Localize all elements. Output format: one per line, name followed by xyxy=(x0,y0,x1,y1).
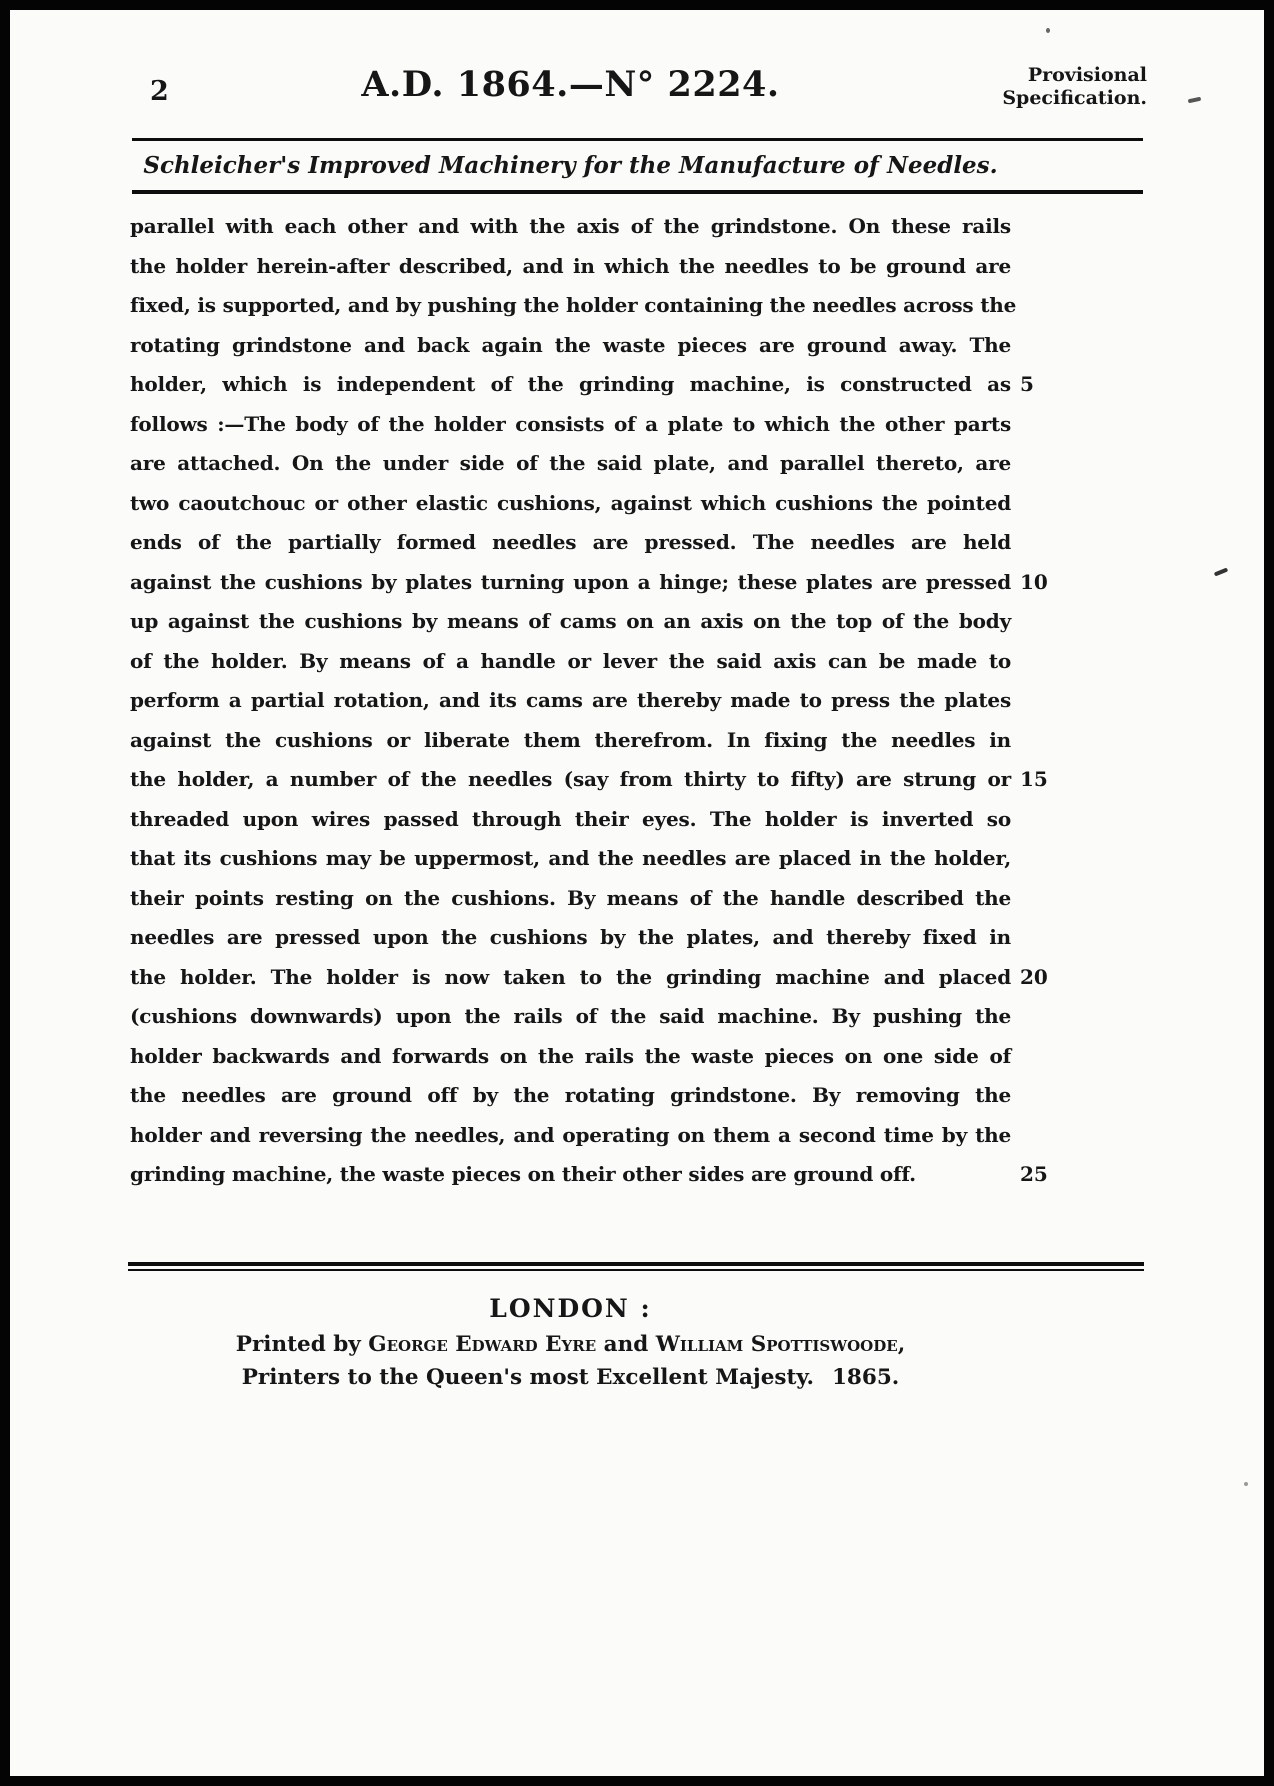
body-line: perform a partial rotation, and its cams are thereby made to press the plates xyxy=(130,688,1011,712)
body-line: holder backwards and forwards on the rails the waste pieces on one side of xyxy=(130,1043,1011,1068)
line-number-10: 10 xyxy=(1020,569,1048,594)
body-line: against the cushions or liberate them therefrom. In fixing the needles in xyxy=(130,727,1011,752)
body-line: threaded upon wires passed through their eyes. The holder is inverted so xyxy=(130,806,1011,831)
line-number-5: 5 xyxy=(1020,372,1034,396)
body-line: rotating grindstone and back again the waste pieces are ground away. The xyxy=(130,332,1011,357)
line-number-15: 15 xyxy=(1020,767,1048,791)
specification-type-line1: Provisional xyxy=(1027,64,1147,86)
body-line: holder, which is independent of the grinding machine, is constructed as xyxy=(130,372,1011,396)
specification-body xyxy=(130,207,1017,1195)
horizontal-rule-below-title xyxy=(132,190,1143,194)
body-line: the holder, a number of the needles (say from thirty to fifty) are strung or xyxy=(130,767,1011,791)
invention-title: Schleicher's Improved Machinery for the Manufacture of Needles. xyxy=(143,152,998,179)
imprint-year: 1865. xyxy=(831,1365,900,1390)
patent-header-title: A.D. 1864.—N° 2224. xyxy=(361,64,780,105)
footer-double-rule xyxy=(128,1262,1144,1271)
scan-speck xyxy=(1188,97,1202,104)
line-number-20: 20 xyxy=(1020,964,1048,989)
body-line: parallel with each other and with the axis of the grindstone. On these rails xyxy=(130,214,1011,238)
imprint-printers-text: Printers to the Queen's most Excellent Majesty. xyxy=(241,1365,814,1390)
body-line: grinding machine, the waste pieces on their other sides are ground off. xyxy=(130,1162,916,1186)
imprint-city: LONDON : xyxy=(489,1294,652,1323)
body-line: holder and reversing the needles, and operating on them a second time by the xyxy=(130,1122,1011,1147)
imprint-suffix: , xyxy=(897,1332,906,1357)
horizontal-rule-above-title xyxy=(132,138,1143,141)
body-line: of the holder. By means of a handle or lever the said axis can be made to xyxy=(130,648,1011,673)
page-number: 2 xyxy=(150,76,169,107)
specification-type-line2: Specification. xyxy=(1002,87,1147,109)
body-line: that its cushions may be uppermost, and the needles are placed in the holder, xyxy=(130,846,1011,870)
scan-speck xyxy=(1046,28,1050,33)
scan-speck xyxy=(1214,568,1228,577)
body-line: the holder. The holder is now taken to the grinding machine and placed xyxy=(130,964,1011,989)
scan-speck xyxy=(1244,1482,1248,1486)
body-line: ends of the partially formed needles are pressed. The needles are held xyxy=(130,530,1011,554)
body-line: fixed, is supported, and by pushing the holder containing the needles across the xyxy=(130,293,1017,317)
imprint-printers-line xyxy=(130,1365,1011,1390)
imprint-conjunction: and xyxy=(596,1332,656,1357)
imprint-prefix: Printed by xyxy=(235,1332,369,1357)
body-line: their points resting on the cushions. By means of the handle described the xyxy=(130,885,1011,910)
body-line: two caoutchouc or other elastic cushions, against which cushions the pointed xyxy=(130,490,1011,515)
imprint-name-eyre: George Edward Eyre xyxy=(368,1332,597,1357)
body-line: up against the cushions by means of cams on an axis on the top of the body xyxy=(130,609,1011,633)
line-number-25: 25 xyxy=(1020,1162,1048,1186)
imprint-printers-names xyxy=(130,1332,1011,1357)
body-line: follows :—The body of the holder consists of a plate to which the other parts xyxy=(130,411,1011,436)
body-line: needles are pressed upon the cushions by the plates, and thereby fixed in xyxy=(130,925,1011,949)
body-line: (cushions downwards) upon the rails of the said machine. By pushing the xyxy=(130,1004,1011,1028)
imprint-name-spottiswoode: William Spottiswoode xyxy=(655,1332,898,1357)
body-line: against the cushions by plates turning upon a hinge; these plates are pressed xyxy=(130,569,1011,594)
specification-type-label xyxy=(747,64,1147,110)
body-line: the holder herein-after described, and in which the needles to be ground are xyxy=(130,253,1011,278)
body-line: the needles are ground off by the rotating grindstone. By removing the xyxy=(130,1083,1011,1107)
body-line: are attached. On the under side of the said plate, and parallel thereto, are xyxy=(130,451,1011,475)
